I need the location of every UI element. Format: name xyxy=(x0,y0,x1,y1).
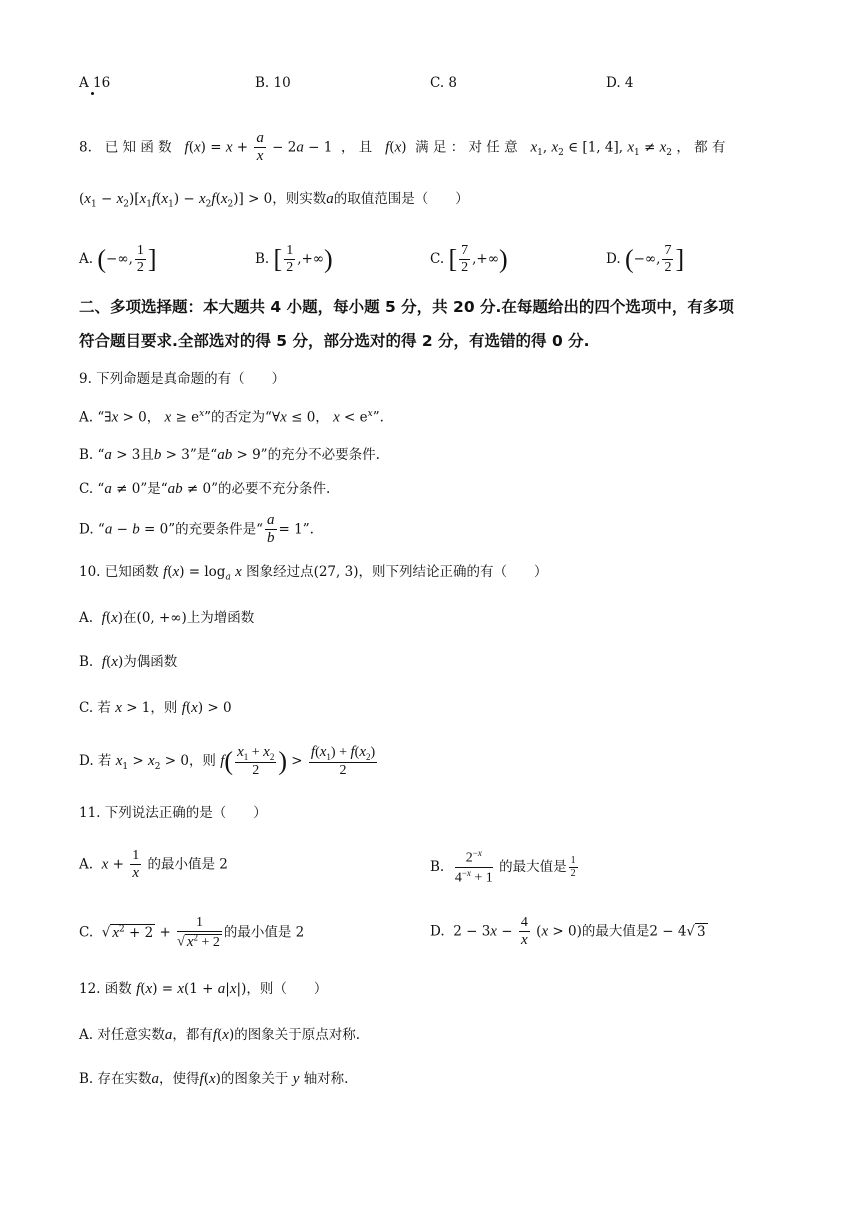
q11-option-b: B. $\frac{2^{-x}}{4^{-x} + 1}$ 的最大值是 $\frac{1}{2}$ xyxy=(430,848,576,886)
q9-option-d: D. “a − b = 0”的充要条件是“ $\frac{a}{b}$ = 1”. xyxy=(79,512,314,547)
q9-option-b: B. “a > 3且b > 3”是“ab > 9”的充分不必要条件. xyxy=(79,447,380,463)
q12-option-b: B. 存在实数a，使得f(x)的图象关于 y 轴对称. xyxy=(79,1071,349,1087)
q12-stem: 12. 函数 f(x) = x(1 + a|x|)，则（ ） xyxy=(79,981,328,997)
q11-option-c: C. √ $x^2 + 2$ + $\frac{1}{√ x^2 + 2}$ 的最小值是 2 xyxy=(79,915,305,950)
q7-option-c: C. 8 xyxy=(430,75,458,91)
q8-option-c: C. [ $\frac{7}{2}$ ,+∞) xyxy=(430,243,508,276)
q9-stem: 9. 下列命题是真命题的有（ ） xyxy=(79,371,286,387)
q11-option-a: A. x + $\frac{1}{x}$ 的最小值是 2 xyxy=(79,848,228,882)
q8-option-b: B. [ $\frac{1}{2}$ ,+∞) xyxy=(255,243,333,276)
q12-option-a: A. 对任意实数a，都有f(x)的图象关于原点对称. xyxy=(79,1027,361,1043)
q10-option-d: D. 若 $x_1 > x_2 > 0$，则 f( $\frac{x_1 + x_2}{2}$ ) > $\frac{f(x_1) + f(x_2)}{2}$ xyxy=(79,744,376,779)
q9-option-a: A. “∃x > 0， $x \ge e^x$”的否定为“∀x ≤ 0， $x < e^x$”. xyxy=(79,409,384,426)
q9-option-c: C. “a ≠ 0”是“ab ≠ 0”的必要不充分条件. xyxy=(79,481,331,497)
q7-option-a: A 16 xyxy=(79,75,111,91)
section2-heading-line1: 二、多项选择题：本大题共 4 小题，每小题 5 分，共 20 分.在每题给出的四个选项中，有多项 xyxy=(79,298,734,316)
q8-stem-line2: $(x_1 - x_2)[x_1f(x_1) - x_2f(x_2)] > 0$，则实数a的取值范围是（ ） xyxy=(79,191,469,210)
section2-heading-line2: 符合题目要求.全部选对的得 5 分，部分选对的得 2 分，有选错的得 0 分. xyxy=(79,332,590,350)
q10-stem: 10. 已知函数 $f(x) = \log_a x$ 图象经过点(27, 3)，则下列结论正确的有（ ） xyxy=(79,564,548,583)
q7-option-d: D. 4 xyxy=(606,75,634,91)
q10-option-b: B. f(x)为偶函数 xyxy=(79,654,178,670)
dot-mark xyxy=(91,92,94,95)
q11-stem: 11. 下列说法正确的是（ ） xyxy=(79,805,267,821)
q8-option-a: A. (−∞, $\frac{1}{2}$ ] xyxy=(79,243,157,276)
q8-option-d: D. (−∞, $\frac{7}{2}$ ] xyxy=(606,243,685,276)
q7-option-b: B. 10 xyxy=(255,75,291,91)
q10-option-a: A. f(x)在(0, +∞)上为增函数 xyxy=(79,610,255,626)
q11-option-d: D. 2 − 3x − $\frac{4}{x}$ (x > 0)的最大值是2 − 4√ 3 xyxy=(430,915,706,949)
q8-stem-line1: 8. 已 知 函 数 f(x) = x + $\frac{a}{x}$ − 2a − 1 ， 且 f(x) 满 足 ： 对 任 意 $x_1$, $x_2$ ∈ [1, 4], $x_1 \ne x_2$ ， 都 有 xyxy=(79,130,726,165)
q10-option-c: C. 若 x > 1，则 f(x) > 0 xyxy=(79,700,232,716)
